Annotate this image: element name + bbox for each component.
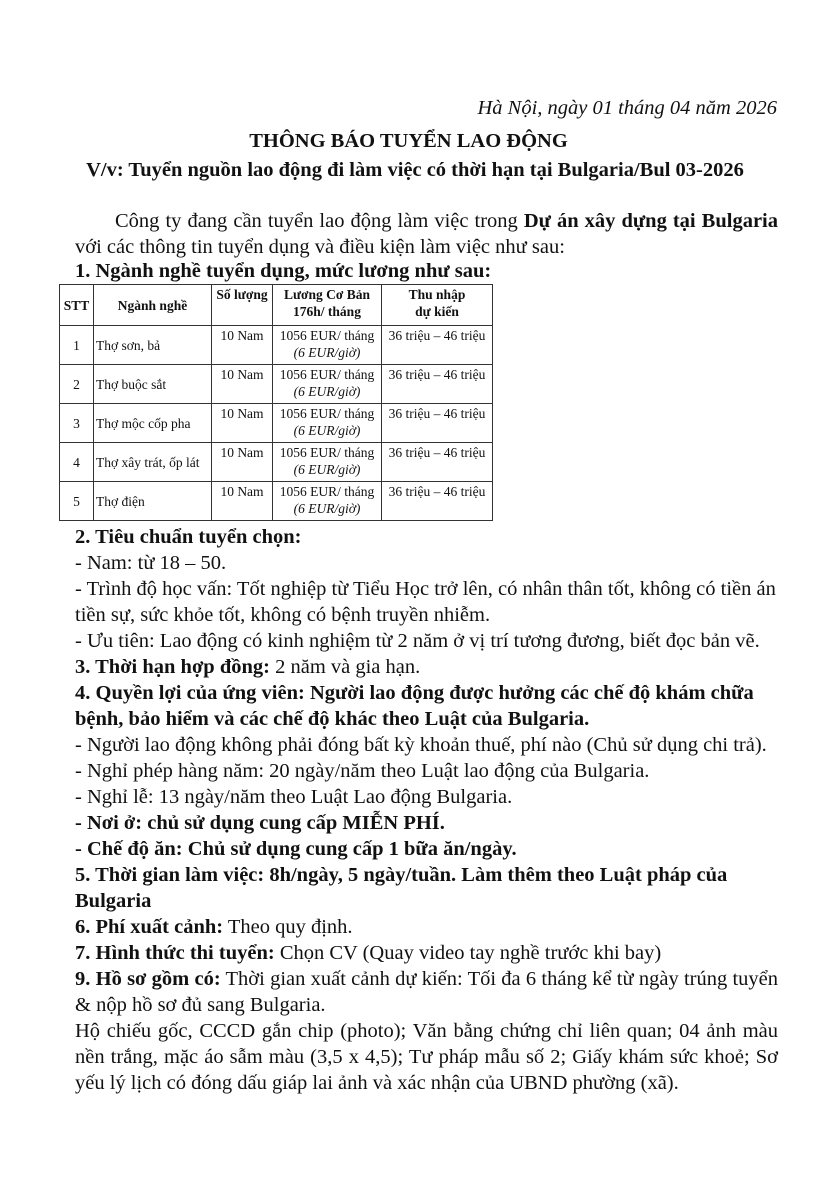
section9-documents: Hộ chiếu gốc, CCCD gắn chip (photo); Văn bằng chứng chỉ liên quan; 04 ảnh màu nền trắng, mặc áo sẫm màu (3,5 x 4,5); Tư pháp mẫu số 2; Giấy khám sức khoẻ; Sơ yếu lý lịch có đóng dấu giáp lai ảnh và xác nhận của UBND phường (xã). xyxy=(75,1020,778,1094)
header-qty: Số lượng xyxy=(212,285,273,326)
table-row xyxy=(60,326,493,365)
section2-item: - Nam: từ 18 – 50. xyxy=(75,552,227,574)
cell-salary xyxy=(273,482,382,521)
section7 xyxy=(75,940,778,966)
document-body xyxy=(75,524,778,1096)
section6 xyxy=(75,914,778,940)
section3-text: 2 năm và gia hạn. xyxy=(269,656,421,678)
header-income-line2: dự kiến xyxy=(415,304,459,319)
cell-job: Thợ mộc cốp pha xyxy=(94,404,212,443)
cell-salary-rate: (6 EUR/giờ) xyxy=(293,345,361,360)
intro-project: Dự án xây dựng tại Bulgaria xyxy=(523,210,778,232)
header-income xyxy=(382,285,493,326)
intro-paragraph xyxy=(75,208,778,260)
cell-qty: 10 Nam xyxy=(212,443,273,482)
cell-salary-rate: (6 EUR/giờ) xyxy=(293,501,361,516)
cell-qty: 10 Nam xyxy=(212,404,273,443)
table-row xyxy=(60,443,493,482)
cell-salary xyxy=(273,326,382,365)
cell-qty: 10 Nam xyxy=(212,326,273,365)
section3-label: 3. Thời hạn hợp đồng: xyxy=(75,656,270,678)
section4-item: - Nghỉ lễ: 13 ngày/năm theo Luật Lao động Bulgaria. xyxy=(75,786,513,808)
header-salary xyxy=(273,285,382,326)
table-header-row xyxy=(60,285,493,326)
intro-text-after: với các thông tin tuyển dụng và điều kiện làm việc như sau: xyxy=(75,236,565,258)
table-row xyxy=(60,482,493,521)
section9-label: 9. Hồ sơ gồm có: xyxy=(75,968,221,990)
section9 xyxy=(75,966,778,1018)
section6-text: Theo quy định. xyxy=(223,916,353,938)
cell-income: 36 triệu – 46 triệu xyxy=(382,404,493,443)
section2-heading: 2. Tiêu chuẩn tuyển chọn: xyxy=(75,526,302,548)
header-income-line1: Thu nhập xyxy=(408,287,466,302)
intro-text-before: Công ty đang cần tuyển lao động làm việc trong xyxy=(115,210,524,232)
section2-item: - Trình độ học vấn: Tốt nghiệp từ Tiểu Học trở lên, có nhân thân tốt, không có tiền án tiền sự, sức khỏe tốt, không có bệnh truyền nhiễm. xyxy=(75,578,776,626)
jobs-table xyxy=(59,284,493,521)
table-row xyxy=(60,404,493,443)
section9-text: Thời gian xuất cảnh dự kiến: Tối đa 6 tháng kể từ ngày trúng tuyển & nộp hồ sơ đủ sang Bulgaria. xyxy=(75,968,779,1016)
cell-salary xyxy=(273,443,382,482)
section4-bold-item: - Chế độ ăn: Chủ sử dụng cung cấp 1 bữa ăn/ngày. xyxy=(75,838,517,860)
cell-job: Thợ xây trát, ốp lát xyxy=(94,443,212,482)
cell-stt: 2 xyxy=(60,365,94,404)
cell-stt: 3 xyxy=(60,404,94,443)
header-salary-line1: Lương Cơ Bản xyxy=(283,287,371,302)
header-job: Ngành nghề xyxy=(94,285,212,326)
header-stt: STT xyxy=(60,285,94,326)
section3 xyxy=(75,654,778,680)
cell-salary-month: 1056 EUR/ tháng xyxy=(279,406,375,421)
cell-qty: 10 Nam xyxy=(212,365,273,404)
cell-salary-month: 1056 EUR/ tháng xyxy=(279,484,375,499)
section2-item: - Ưu tiên: Lao động có kinh nghiệm từ 2 năm ở vị trí tương đương, biết đọc bản vẽ. xyxy=(75,630,760,652)
section7-label: 7. Hình thức thi tuyển: xyxy=(75,942,275,964)
cell-salary xyxy=(273,365,382,404)
section4-item: - Nghỉ phép hàng năm: 20 ngày/năm theo Luật lao động của Bulgaria. xyxy=(75,760,650,782)
cell-income: 36 triệu – 46 triệu xyxy=(382,443,493,482)
cell-job: Thợ buộc sắt xyxy=(94,365,212,404)
cell-salary-month: 1056 EUR/ tháng xyxy=(279,445,375,460)
section4-bold-item: - Nơi ở: chủ sử dụng cung cấp MIỄN PHÍ. xyxy=(75,812,445,834)
cell-qty: 10 Nam xyxy=(212,482,273,521)
cell-salary-rate: (6 EUR/giờ) xyxy=(293,423,361,438)
section4-heading: 4. Quyền lợi của ứng viên: Người lao động được hưởng các chế độ khám chữa bệnh, bảo hiểm và các chế độ khác theo Luật của Bulgaria. xyxy=(75,682,754,730)
section4-item: - Người lao động không phải đóng bất kỳ khoản thuế, phí nào (Chủ sử dụng chi trả). xyxy=(75,734,767,756)
document-title: THÔNG BÁO TUYỂN LAO ĐỘNG xyxy=(249,130,568,152)
document-date: Hà Nội, ngày 01 tháng 04 năm 2026 xyxy=(477,97,777,119)
cell-salary xyxy=(273,404,382,443)
section5-heading: 5. Thời gian làm việc: 8h/ngày, 5 ngày/tuần. Làm thêm theo Luật pháp của Bulgaria xyxy=(75,864,728,912)
table-row xyxy=(60,365,493,404)
document-subtitle: V/v: Tuyển nguồn lao động đi làm việc có thời hạn tại Bulgaria/Bul 03-2026 xyxy=(86,159,744,181)
cell-stt: 5 xyxy=(60,482,94,521)
cell-stt: 1 xyxy=(60,326,94,365)
cell-income: 36 triệu – 46 triệu xyxy=(382,482,493,521)
header-salary-line2: 176h/ tháng xyxy=(293,304,361,319)
cell-job: Thợ điện xyxy=(94,482,212,521)
cell-salary-rate: (6 EUR/giờ) xyxy=(293,462,361,477)
cell-income: 36 triệu – 46 triệu xyxy=(382,365,493,404)
section7-text: Chọn CV (Quay video tay nghề trước khi bay) xyxy=(274,942,662,964)
cell-income: 36 triệu – 46 triệu xyxy=(382,326,493,365)
section6-label: 6. Phí xuất cảnh: xyxy=(75,916,224,938)
cell-salary-rate: (6 EUR/giờ) xyxy=(293,384,361,399)
section1-heading: 1. Ngành nghề tuyển dụng, mức lương như sau: xyxy=(75,260,492,282)
cell-salary-month: 1056 EUR/ tháng xyxy=(279,367,375,382)
cell-salary-month: 1056 EUR/ tháng xyxy=(279,328,375,343)
cell-stt: 4 xyxy=(60,443,94,482)
cell-job: Thợ sơn, bả xyxy=(94,326,212,365)
